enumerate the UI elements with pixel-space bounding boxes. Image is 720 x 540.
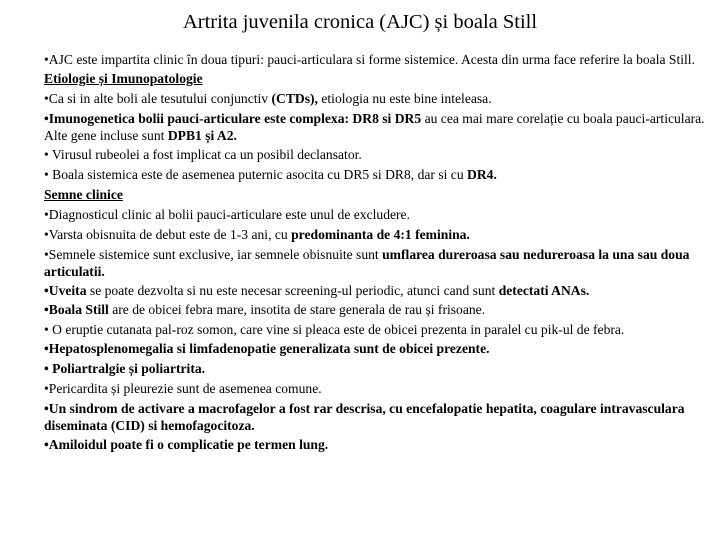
bullet-bold-text: •Imunogenetica bolii pauci-articulare este complexa: DR8 si DR5: [44, 111, 422, 126]
bullet-ctds: [44, 90, 714, 107]
bullet-rash: • O eruptie cutanata pal-roz somon, care vine si pleaca este de obicei prezenta in paralel cu pik-ul de febra.: [44, 322, 625, 337]
bullet-macrophage-activation: [44, 400, 714, 434]
bullet-bold-text: detectati ANAs.: [498, 283, 590, 298]
section-heading-etiology: Etiologie și Imunopatologie: [44, 71, 203, 86]
bullet-bold-text: •Amiloidul poate fi o complicatie pe termen lung.: [44, 437, 329, 452]
bullet-bold-text: DPB1 și A2.: [167, 128, 237, 143]
bullet-systemic-association: [44, 166, 714, 183]
bullet-bold-text: predominanta de 4:1 feminina.: [291, 227, 470, 242]
bullet-text: •Semnele sistemice sunt exclusive, iar semnele obisnuite sunt: [44, 247, 383, 262]
bullet-bold-text: •Uveita: [44, 283, 87, 298]
page-title: Artrita juvenila cronica (AJC) și boala Still: [182, 11, 538, 33]
bullet-bold-text: DR4.: [467, 167, 497, 182]
intro-paragraph: •AJC este impartita clinic în doua tipuri: pauci-articulara si forme sistemice. Acesta din urma face referire la boala Still.: [44, 52, 695, 67]
bullet-text: au cea mai mare corelație cu boala pauci-articulara. Alte gene incluse sunt: [44, 111, 705, 143]
bullet-bold-text: •Un sindrom de activare a macrofagelor a fost rar descrisa, cu encefalopatie hepatita, coagulare intravasculara diseminata (CID) si hemofagocitoza.: [44, 401, 685, 433]
bullet-bold-text: • Poliartralgie și poliartrita.: [44, 361, 206, 376]
bullet-still-disease: [44, 301, 714, 318]
bullet-pericarditis: •Pericardita și pleurezie sunt de asemenea comune.: [44, 381, 322, 396]
bullet-immunogenetics: [44, 110, 714, 144]
bullet-polyarthritis: [44, 360, 714, 377]
bullet-text: etiologia nu este bine inteleasa.: [317, 91, 492, 106]
bullet-onset-age: [44, 226, 714, 243]
section-heading-clinical-signs: Semne clinice: [44, 187, 123, 202]
bullet-amyloid: [44, 436, 714, 453]
bullet-bold-text: (CTDs),: [271, 91, 318, 106]
bullet-bold-text: umflarea dureroasa sau nedureroasa la una sau doua articulatii.: [44, 247, 690, 279]
bullet-hepatosplenomegaly: [44, 340, 714, 357]
bullet-text: • Boala sistemica este de asemenea puternic asocita cu DR5 si DR8, dar si cu: [44, 167, 468, 182]
bullet-text: se poate dezvolta si nu este necesar screening-ul periodic, atunci cand sunt: [86, 283, 499, 298]
bullet-text: •Ca si in alte boli ale tesutului conjunctiv: [44, 91, 272, 106]
bullet-text: •Varsta obisnuita de debut este de 1-3 ani, cu: [44, 227, 292, 242]
bullet-bold-text: •Boala Still: [44, 302, 109, 317]
bullet-rubella: • Virusul rubeolei a fost implicat ca un posibil declansator.: [44, 147, 362, 162]
bullet-signs: [44, 246, 714, 280]
bullet-bold-text: •Hepatosplenomegalia si limfadenopatie generalizata sunt de obicei prezente.: [44, 341, 490, 356]
slide-body: [44, 51, 714, 456]
bullet-text: are de obicei febra mare, insotita de stare generala de rau și frisoane.: [108, 302, 486, 317]
bullet-uveitis: [44, 282, 714, 299]
bullet-diagnosis: •Diagnosticul clinic al bolii pauci-articulare este unul de excludere.: [44, 207, 410, 222]
